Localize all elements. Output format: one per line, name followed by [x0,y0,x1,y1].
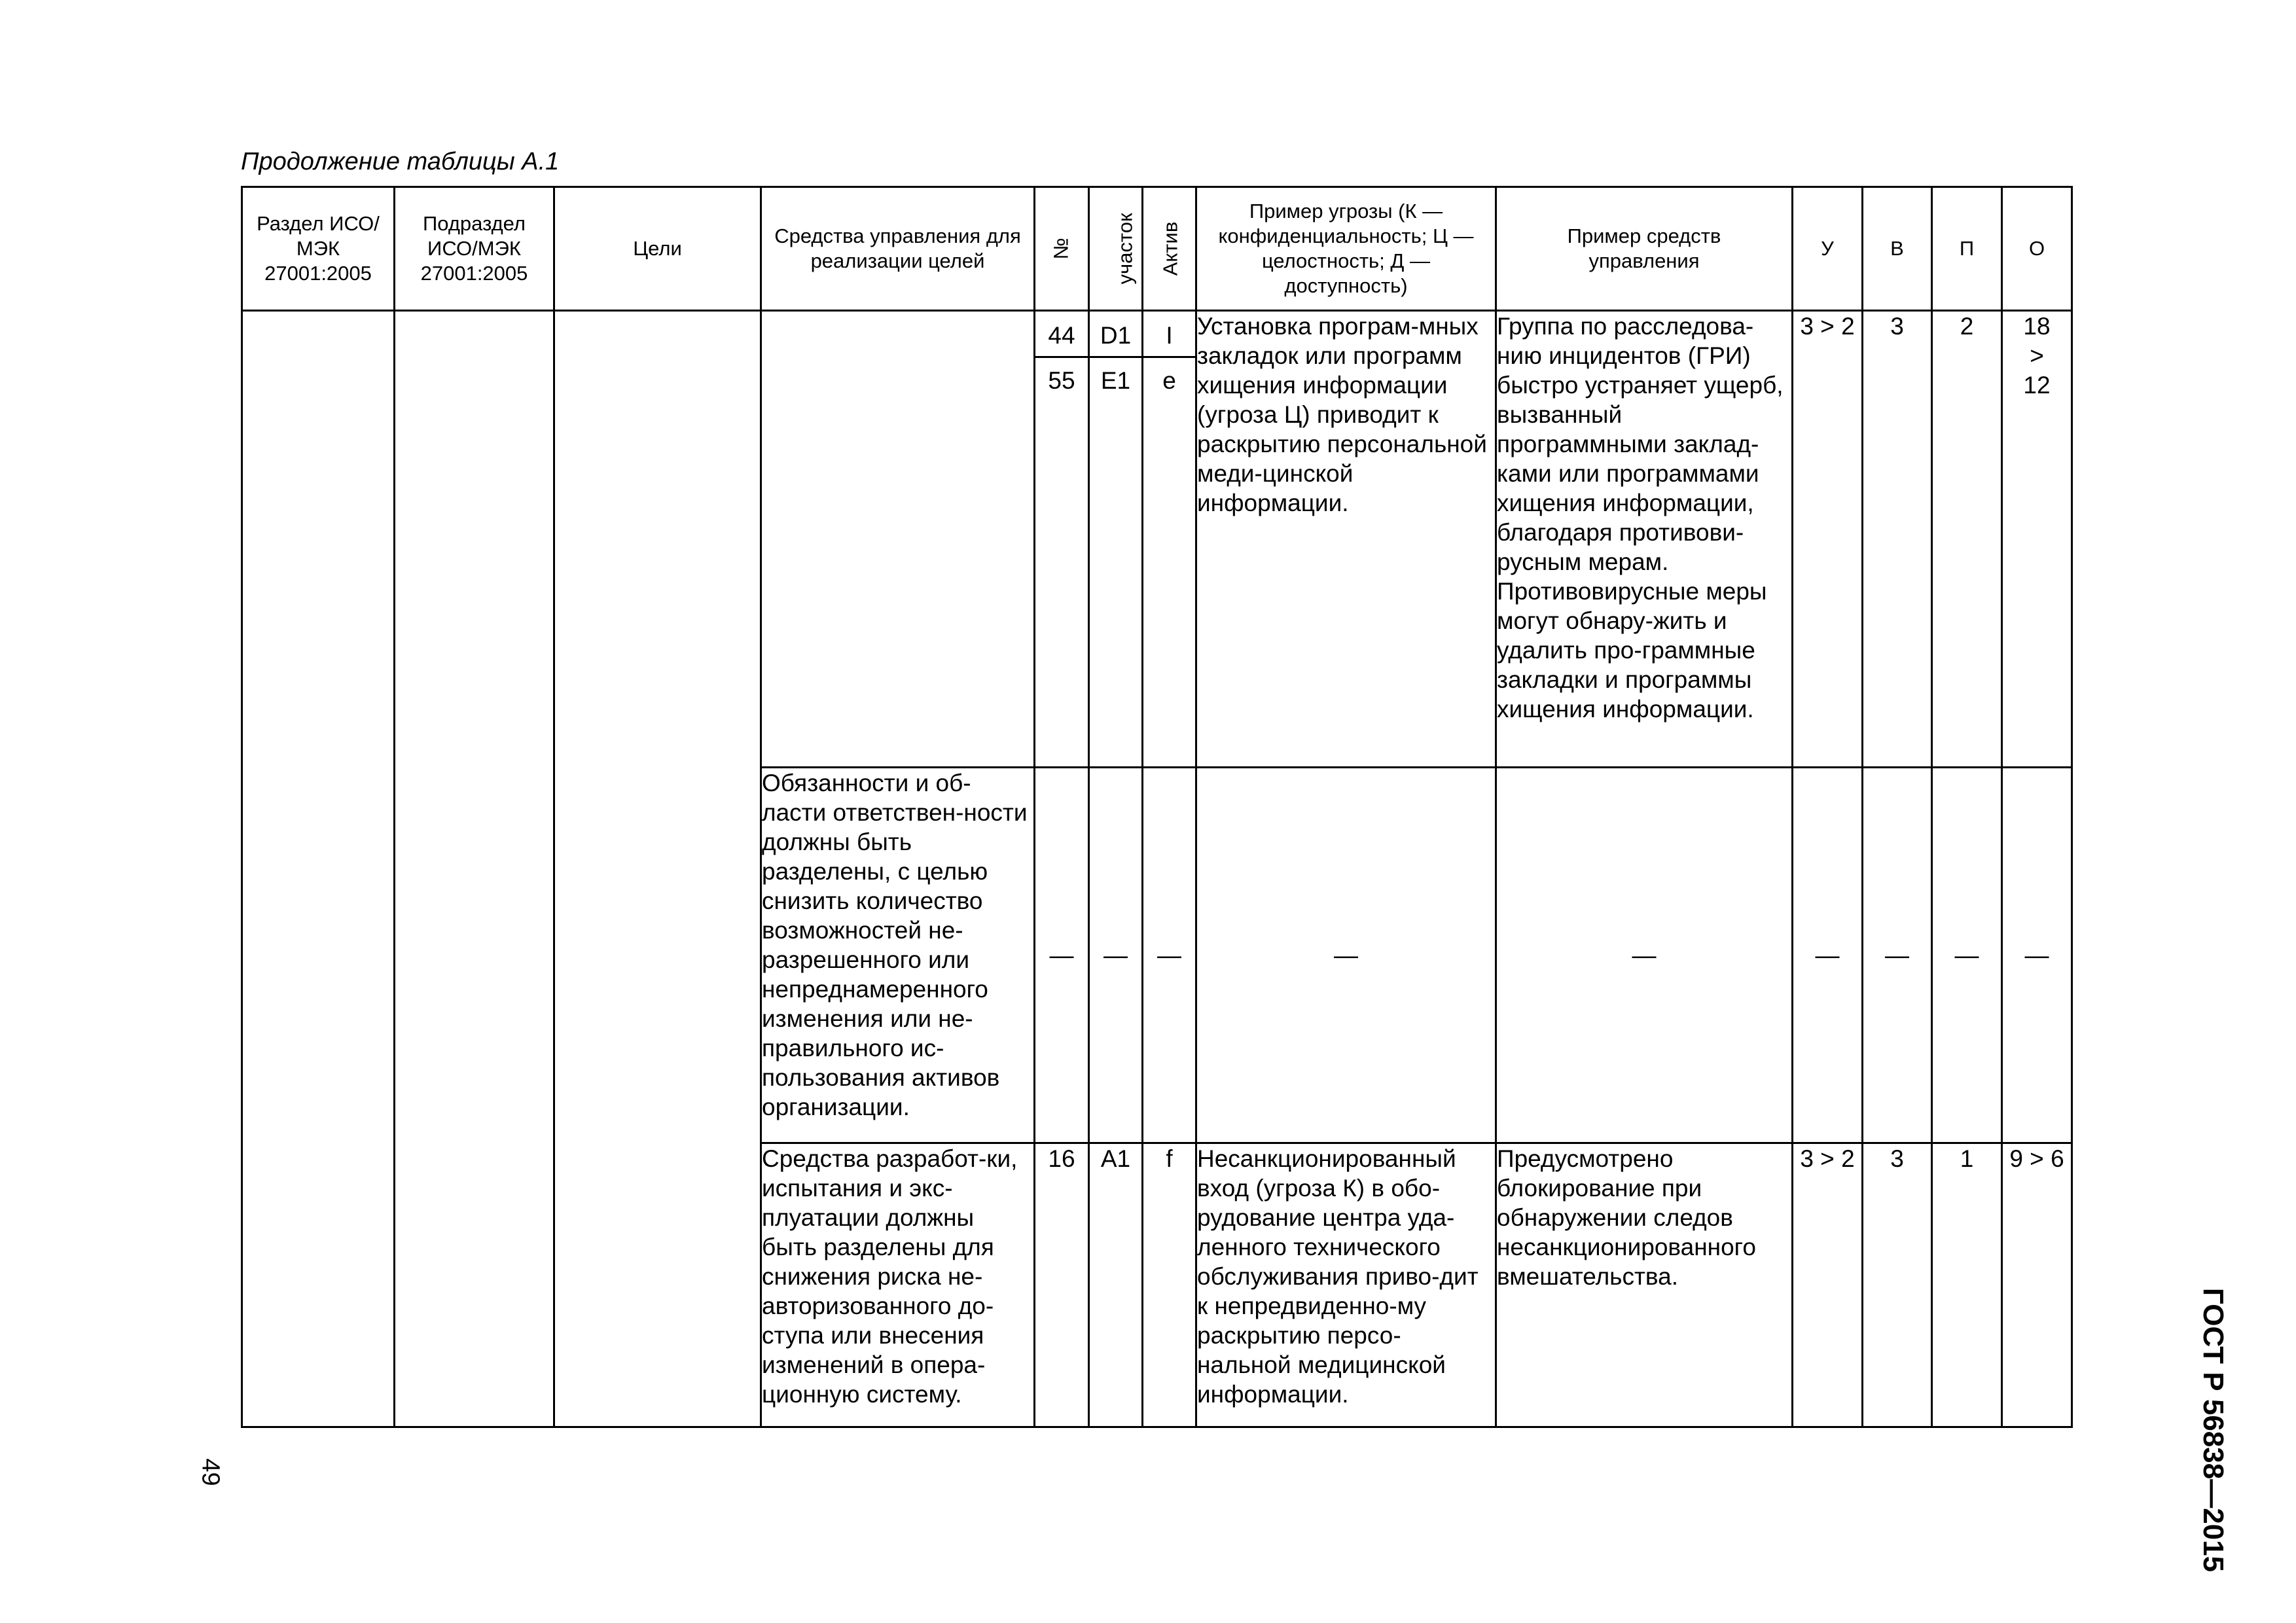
o-cell: — [2002,768,2072,1143]
header-u: У [1793,187,1863,311]
o-cell: 18 > 12 [2002,311,2072,768]
site-cell [1089,311,1143,768]
asset-value: e [1162,367,1176,394]
section-cell [242,311,395,1427]
no-cell [1035,311,1089,768]
page-number: 49 [196,1458,224,1486]
threat-cell: — [1196,768,1496,1143]
example-cell: Группа по расследова-нию инцидентов (ГРИ) быстро устраняет ущерб, вызванный программными заклад-ками или программами хищения информации, благодаря противови-русным мерам. Противовирусные меры могут обнару-жить и удалить про-граммные закладки и программы хищения информации. [1496,311,1793,768]
header-example-controls: Пример средств управления [1496,187,1793,311]
no-value: 55 [1048,367,1075,394]
asset-cell: — [1143,768,1196,1143]
header-goals: Цели [554,187,761,311]
controls-cell [761,311,1035,768]
asset-cell: f [1143,1143,1196,1427]
header-no-label: № [1049,238,1073,260]
p-cell: 2 [1932,311,2002,768]
header-no [1035,187,1089,311]
v-cell: — [1863,768,1932,1143]
p-cell: — [1932,768,2002,1143]
table-row [242,311,2072,768]
o-cell: 9 > 6 [2002,1143,2072,1427]
threat-cell: Несанкционированный вход (угроза К) в обо-рудование центра уда-ленного технического обслуживания приво-дит к непредвиденно-му раскрытию персо-нальной медицинской информации. [1196,1143,1496,1427]
p-cell: 1 [1932,1143,2002,1427]
example-cell: Предусмотрено блокирование при обнаружении следов несанкционированного вмешательства. [1496,1143,1793,1427]
site-value: D1 [1090,312,1141,358]
asset-value: I [1143,312,1195,358]
asset-cell [1143,311,1196,768]
table-caption: Продолжение таблицы А.1 [241,148,560,175]
header-threat: Пример угрозы (К — конфиденциальность; Ц — целостность; Д — доступность) [1196,187,1496,311]
controls-cell: Обязанности и об-ласти ответствен-ности должны быть разделены, с целью снизить количество возможностей не-разрешенного или непреднамеренного изменения или не-правильного ис-пользования активов организации. [761,768,1035,1143]
example-cell: — [1496,768,1793,1143]
standard-code: ГОСТ Р 56838—2015 [2197,1287,2230,1573]
header-row [242,187,2072,311]
header-asset-label: Актив [1158,221,1182,276]
header-asset [1143,187,1196,311]
header-p: П [1932,187,2002,311]
v-cell: 3 [1863,1143,1932,1427]
u-cell: 3 > 2 [1793,1143,1863,1427]
site-cell: — [1089,768,1143,1143]
header-controls: Средства управления для реализации целей [761,187,1035,311]
site-value: E1 [1100,367,1131,394]
header-subsection: Подраздел ИСО/МЭК 27001:2005 [395,187,554,311]
risk-table [241,186,2073,1428]
header-o: О [2002,187,2072,311]
u-cell: — [1793,768,1863,1143]
goals-cell [554,311,761,1427]
threat-cell: Установка програм-мных закладок или программ хищения информации (угроза Ц) приводит к раскрытию персональной меди-цинской информации. [1196,311,1496,768]
site-cell: A1 [1089,1143,1143,1427]
v-cell: 3 [1863,311,1932,768]
u-cell: 3 > 2 [1793,311,1863,768]
subsection-cell [395,311,554,1427]
no-cell: 16 [1035,1143,1089,1427]
header-site [1089,187,1143,311]
no-cell: — [1035,768,1089,1143]
header-site-label: участок [1113,213,1137,285]
no-value: 44 [1035,312,1088,358]
header-section: Раздел ИСО/МЭК 27001:2005 [242,187,395,311]
header-v: В [1863,187,1932,311]
controls-cell: Средства разработ-ки, испытания и экс-плуатации должны быть разделены для снижения риска не-авторизованного до-ступа или внесения изменений в опера-ционную систему. [761,1143,1035,1427]
